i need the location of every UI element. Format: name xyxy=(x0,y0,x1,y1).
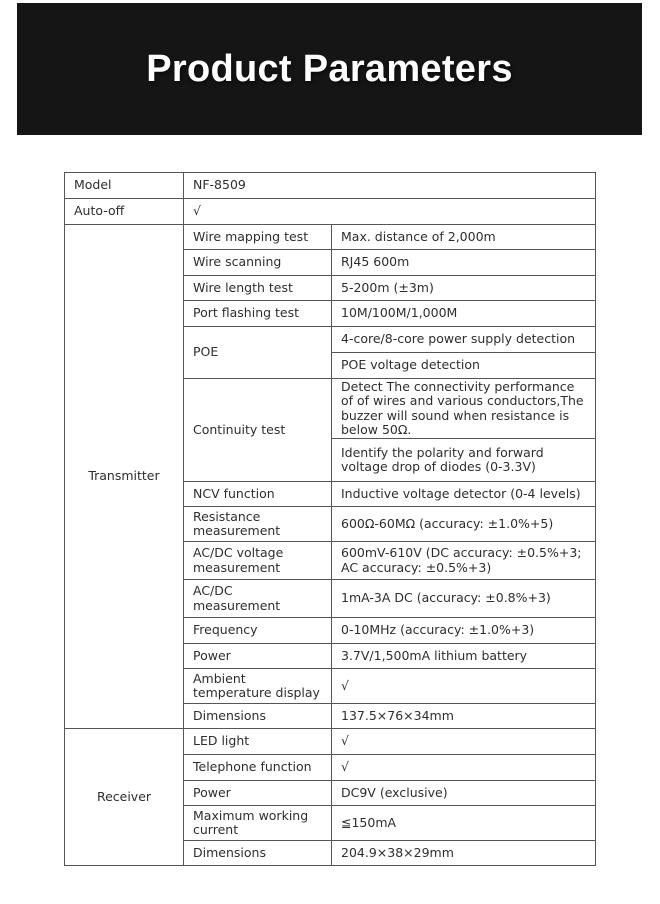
model-value: NF-8509 xyxy=(184,173,596,199)
param-label: POE xyxy=(184,327,332,379)
param-value: ≦150mA xyxy=(332,806,596,841)
param-label: Wire mapping test xyxy=(184,225,332,250)
param-value: 1mA-3A DC (accuracy: ±0.8%+3) xyxy=(332,580,596,618)
auto-off-label: Auto-off xyxy=(65,199,184,225)
param-value: 4-core/8-core power supply detection xyxy=(332,327,596,353)
param-label: Port flashing test xyxy=(184,301,332,327)
param-value: Max. distance of 2,000m xyxy=(332,225,596,250)
param-value: 600mV-610V (DC accuracy: ±0.5%+3; AC accuracy: ±0.5%+3) xyxy=(332,542,596,580)
param-check: √ xyxy=(332,755,596,781)
param-label: Power xyxy=(184,644,332,669)
param-label: Telephone function xyxy=(184,755,332,781)
param-check: √ xyxy=(332,729,596,755)
auto-off-check: √ xyxy=(184,199,596,225)
param-value: 5-200m (±3m) xyxy=(332,276,596,301)
param-value: Inductive voltage detector (0-4 levels) xyxy=(332,482,596,507)
param-value: 204.9×38×29mm xyxy=(332,841,596,866)
receiver-group-label: Receiver xyxy=(65,729,184,866)
param-label: Frequency xyxy=(184,618,332,644)
param-label: Ambient temperature display xyxy=(184,669,332,704)
param-value: 137.5×76×34mm xyxy=(332,704,596,729)
parameters-table xyxy=(64,172,596,866)
table-row-model xyxy=(65,173,596,199)
model-label: Model xyxy=(65,173,184,199)
param-check: √ xyxy=(332,669,596,704)
param-value: POE voltage detection xyxy=(332,353,596,379)
table-row xyxy=(65,729,596,755)
param-label: LED light xyxy=(184,729,332,755)
param-label: Power xyxy=(184,781,332,806)
param-value: 3.7V/1,500mA lithium battery xyxy=(332,644,596,669)
param-value: DC9V (exclusive) xyxy=(332,781,596,806)
param-label: AC/DC measurement xyxy=(184,580,332,618)
title-banner xyxy=(17,3,642,135)
param-label: Dimensions xyxy=(184,841,332,866)
param-value: Detect The connectivity performance of of wires and various conductors,The buzzer will sound when resistance is below 50Ω. xyxy=(332,379,596,439)
param-label: Dimensions xyxy=(184,704,332,729)
param-label: Wire scanning xyxy=(184,250,332,276)
param-value: 600Ω-60MΩ (accuracy: ±1.0%+5) xyxy=(332,507,596,542)
param-label: Maximum working current xyxy=(184,806,332,841)
param-value: RJ45 600m xyxy=(332,250,596,276)
param-label: NCV function xyxy=(184,482,332,507)
table-row xyxy=(65,225,596,250)
table-row-auto-off xyxy=(65,199,596,225)
param-value: Identify the polarity and forward voltage drop of diodes (0-3.3V) xyxy=(332,439,596,482)
param-value: 10M/100M/1,000M xyxy=(332,301,596,327)
param-label: Wire length test xyxy=(184,276,332,301)
param-label: Resistance measurement xyxy=(184,507,332,542)
param-value: 0-10MHz (accuracy: ±1.0%+3) xyxy=(332,618,596,644)
transmitter-group-label: Transmitter xyxy=(65,225,184,729)
param-label: AC/DC voltage measurement xyxy=(184,542,332,580)
param-label: Continuity test xyxy=(184,379,332,482)
page-title: Product Parameters xyxy=(146,47,513,90)
